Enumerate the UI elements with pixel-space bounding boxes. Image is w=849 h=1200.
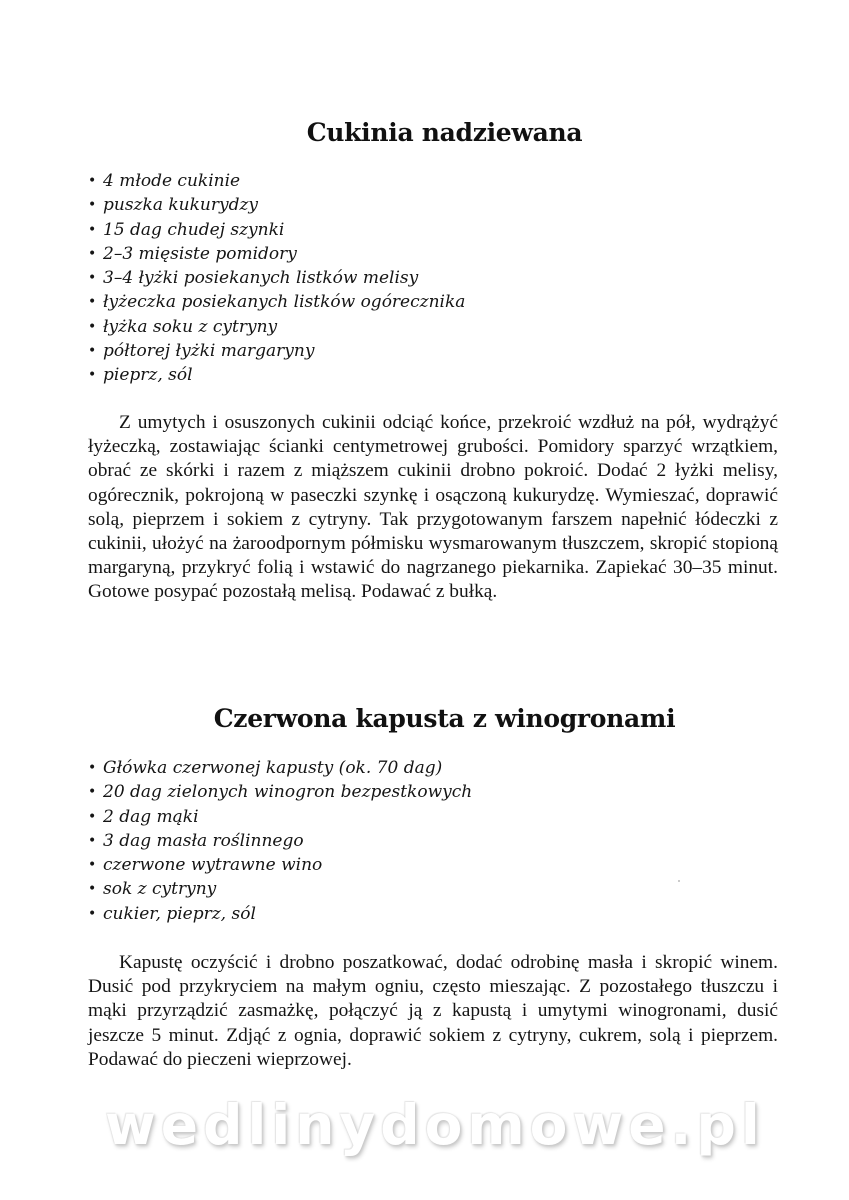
bullet-icon: • (88, 905, 97, 922)
bullet-icon: • (88, 245, 97, 262)
recipe-title: Cukinia nadziewana (306, 118, 583, 147)
bullet-icon: • (88, 808, 97, 825)
ingredient-item: • puszka kukurydzy (88, 193, 465, 217)
ingredient-item: • 3 dag masła roślinnego (88, 829, 472, 853)
ingredient-item: • 3–4 łyżki posiekanych listków melisy (88, 266, 465, 290)
ingredient-item: • Główka czerwonej kapusty (ok. 70 dag) (88, 756, 472, 780)
bullet-icon: • (88, 197, 97, 214)
bullet-icon: • (88, 367, 97, 384)
ingredient-list (88, 169, 465, 388)
bullet-icon: • (88, 270, 97, 287)
bullet-icon: • (88, 760, 97, 776)
ingredient-item: • 4 młode cukinie (88, 169, 465, 193)
bullet-icon: • (88, 343, 97, 360)
ingredient-item: • łyżka soku z cytryny (88, 315, 465, 339)
ingredient-list (88, 756, 472, 926)
ingredient-item: • sok z cytryny (88, 877, 472, 901)
bullet-icon: • (88, 832, 97, 849)
ingredient-item: • 2 dag mąki (88, 805, 472, 829)
bullet-icon: • (88, 318, 97, 335)
ingredient-item: • 20 dag zielonych winogron bezpestkowych (88, 780, 472, 804)
recipe-instructions: Z umytych i osuszonych cukinii odciąć końce, przekroić wzdłuż na pół, wydrążyć łyżeczką, zostawiając ścianki centymetrowej grubości. Pomidory sparzyć wrzątkiem, obrać ze skórki i razem z miąższem cukinii drobno pokroić. Dodać 2 łyżki melisy, ogórecznik, pokrojoną w paseczki szynkę i osączoną kukurydzę. Wymieszać, doprawić solą, pieprzem i sokiem z cytryny. Tak przygotowanym farszem napełnić łódeczki z cukinii, ułożyć na żaroodpornym półmisku wysmarowanym tłuszczem, skropić stopioną margaryną, przykryć folią i wstawić do nagrzanego piekarnika. Zapiekać 30–35 minut. Gotowe posypać pozostałą melisą. Podawać z bułką. (88, 412, 778, 603)
ingredient-item: • cukier, pieprz, sól (88, 902, 472, 926)
ingredient-item: • 2–3 mięsiste pomidory (88, 242, 465, 266)
ingredient-item: • czerwone wytrawne wino (88, 853, 472, 877)
bullet-icon: • (88, 173, 97, 189)
bullet-icon: • (88, 881, 97, 898)
recipe-instructions: Kapustę oczyścić i drobno poszatkować, dodać odrobinę masła i skropić winem. Dusić pod przykryciem na małym ogniu, często mieszając. Z pozostałego tłuszczu i mąki przyrządzić zasmażkę, połączyć ją z kapustą i umytymi winogronami, dusić jeszcze 5 minut. Zdjąć z ognia, doprawić sokiem z cytryny, cukrem, solą i pieprzem. Podawać do pieczeni wieprzowej. (88, 952, 778, 1070)
watermark: wedlinydomowe.pl (105, 1093, 765, 1157)
ingredient-item: • pieprz, sól (88, 363, 465, 387)
bullet-icon: • (88, 784, 97, 801)
bullet-icon: • (88, 221, 97, 238)
bullet-icon: • (88, 294, 97, 311)
recipe-title: Czerwona kapusta z winogronami (213, 704, 676, 733)
scan-speck (678, 880, 680, 882)
bullet-icon: • (88, 857, 97, 874)
ingredient-item: • półtorej łyżki margaryny (88, 339, 465, 363)
ingredient-item: • 15 dag chudej szynki (88, 218, 465, 242)
ingredient-item: • łyżeczka posiekanych listków ogórecznika (88, 290, 465, 314)
